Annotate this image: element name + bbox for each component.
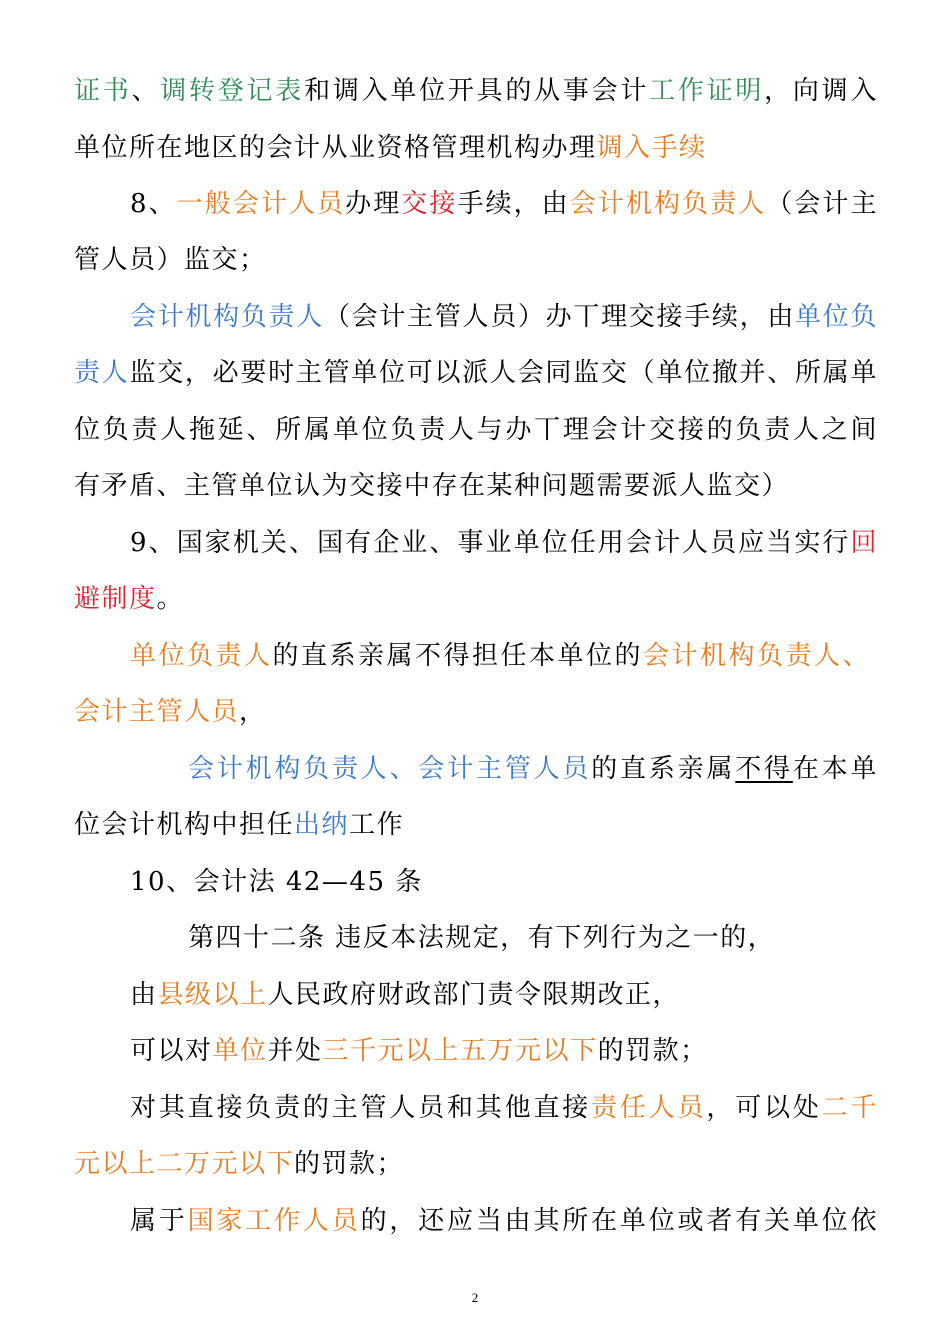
text-run: 第四十二条 违反本法规定，有下列行为之一的，: [188, 923, 776, 953]
text-run: 单位所在地区的会计从业资格管理机构办理: [74, 133, 597, 163]
highlighted-text: 证书: [74, 76, 132, 106]
highlighted-text: 避制度: [74, 584, 157, 614]
text-run: 。: [156, 584, 185, 614]
text-line-20: [74, 1147, 878, 1181]
highlighted-text: 单位负: [795, 302, 878, 332]
text-run: 可以对: [130, 1036, 213, 1066]
text-line-19: [130, 1091, 878, 1125]
highlighted-text: 一般会计人员: [176, 189, 346, 219]
page-number: 2: [471, 1290, 479, 1305]
text-run: 的直系亲属不得担任本单位的: [272, 641, 643, 671]
highlighted-text: 工作证明: [649, 76, 765, 106]
text-run: 8、: [130, 189, 177, 219]
highlighted-text: 责任人员: [591, 1093, 707, 1123]
text-run: 监交，必要时主管单位可以派人会同监交（单位撤并、所属单: [129, 358, 878, 388]
text-line-9: [130, 526, 878, 560]
highlighted-text: 调入手续: [596, 133, 707, 163]
text-run: 9、国家机关、国有企业、事业单位任用会计人员应当实行: [130, 528, 851, 558]
highlighted-text: 会计机构负责人、会计主管人员: [188, 754, 592, 784]
text-line-2: [74, 131, 878, 165]
text-line-11: [130, 639, 870, 673]
highlighted-text: 单位: [212, 1036, 268, 1066]
text-line-13: [188, 752, 878, 786]
text-run: 的罚款；: [294, 1149, 405, 1179]
text-run: ，可以处: [706, 1093, 822, 1123]
text-line-17: [130, 978, 934, 1012]
text-run: 有矛盾、主管单位认为交接中存在某种问题需要派人监交）: [74, 471, 790, 501]
text-run: 的直系亲属: [591, 754, 736, 784]
text-line-7: [74, 413, 878, 447]
highlighted-text: 元以上二万元以下: [74, 1149, 295, 1179]
text-run: 的罚款；: [597, 1036, 708, 1066]
highlighted-text: 调转登记表: [160, 76, 305, 106]
highlighted-text: 单位负责人: [130, 641, 273, 671]
text-run: 对其直接负责的主管人员和其他直接: [130, 1093, 592, 1123]
text-line-5: [130, 300, 878, 334]
text-run: 由: [130, 980, 158, 1010]
text-line-18: [130, 1034, 934, 1068]
text-line-8: [74, 469, 878, 503]
highlighted-text: 县级以上: [157, 980, 268, 1010]
text-run: 的，还应当由其所在单位或者有关单位依: [360, 1206, 878, 1236]
text-line-15: [130, 865, 934, 899]
text-line-16: [188, 921, 950, 955]
text-line-12: [74, 695, 878, 729]
text-line-10: [74, 582, 878, 616]
text-line-4: [74, 243, 878, 277]
highlighted-text: 出纳: [294, 810, 350, 840]
text-run: ，向调入: [764, 76, 878, 106]
highlighted-text: 交接: [401, 189, 458, 219]
text-run: 并处: [267, 1036, 323, 1066]
text-run: 手续，由: [457, 189, 570, 219]
text-run: 10、会计法 42—45 条: [130, 867, 423, 897]
highlighted-text: 回: [850, 528, 878, 558]
text-run: （会计主: [766, 189, 878, 219]
text-line-3: [130, 187, 878, 221]
highlighted-text: 国家工作人员: [187, 1206, 361, 1236]
text-run: 人民政府财政部门责令限期改正，: [267, 980, 681, 1010]
text-run: 位会计机构中担任: [74, 810, 295, 840]
text-run: 管人员）监交；: [74, 245, 267, 275]
highlighted-text: 三千元以上五万元以下: [322, 1036, 598, 1066]
highlighted-text: 责人: [74, 358, 130, 388]
text-run: 办理: [345, 189, 402, 219]
highlighted-text: 会计机构负责人: [130, 302, 324, 332]
highlighted-text: 会计机构负责人: [569, 189, 767, 219]
highlighted-text: 二千: [821, 1093, 878, 1123]
text-line-6: [74, 356, 878, 390]
text-line-21: [130, 1204, 878, 1238]
text-run: ，: [239, 697, 267, 727]
highlighted-text: 会计机构负责人、: [642, 641, 870, 671]
text-run: 属于: [130, 1206, 188, 1236]
text-run: 和调入单位开具的从事会计: [304, 76, 650, 106]
text-run: 位负责人拖延、所属单位负责人与办丅理会计交接的负责人之间: [74, 415, 878, 445]
text-line-1: [74, 74, 878, 108]
text-run: 、: [131, 76, 161, 106]
text-run: 工作: [349, 810, 405, 840]
highlighted-text: 不得: [735, 754, 793, 784]
text-run: 在本单: [792, 754, 878, 784]
highlighted-text: 会计主管人员: [74, 697, 240, 727]
text-line-14: [74, 808, 878, 842]
text-run: （会计主管人员）办丅理交接手续，由: [323, 302, 796, 332]
